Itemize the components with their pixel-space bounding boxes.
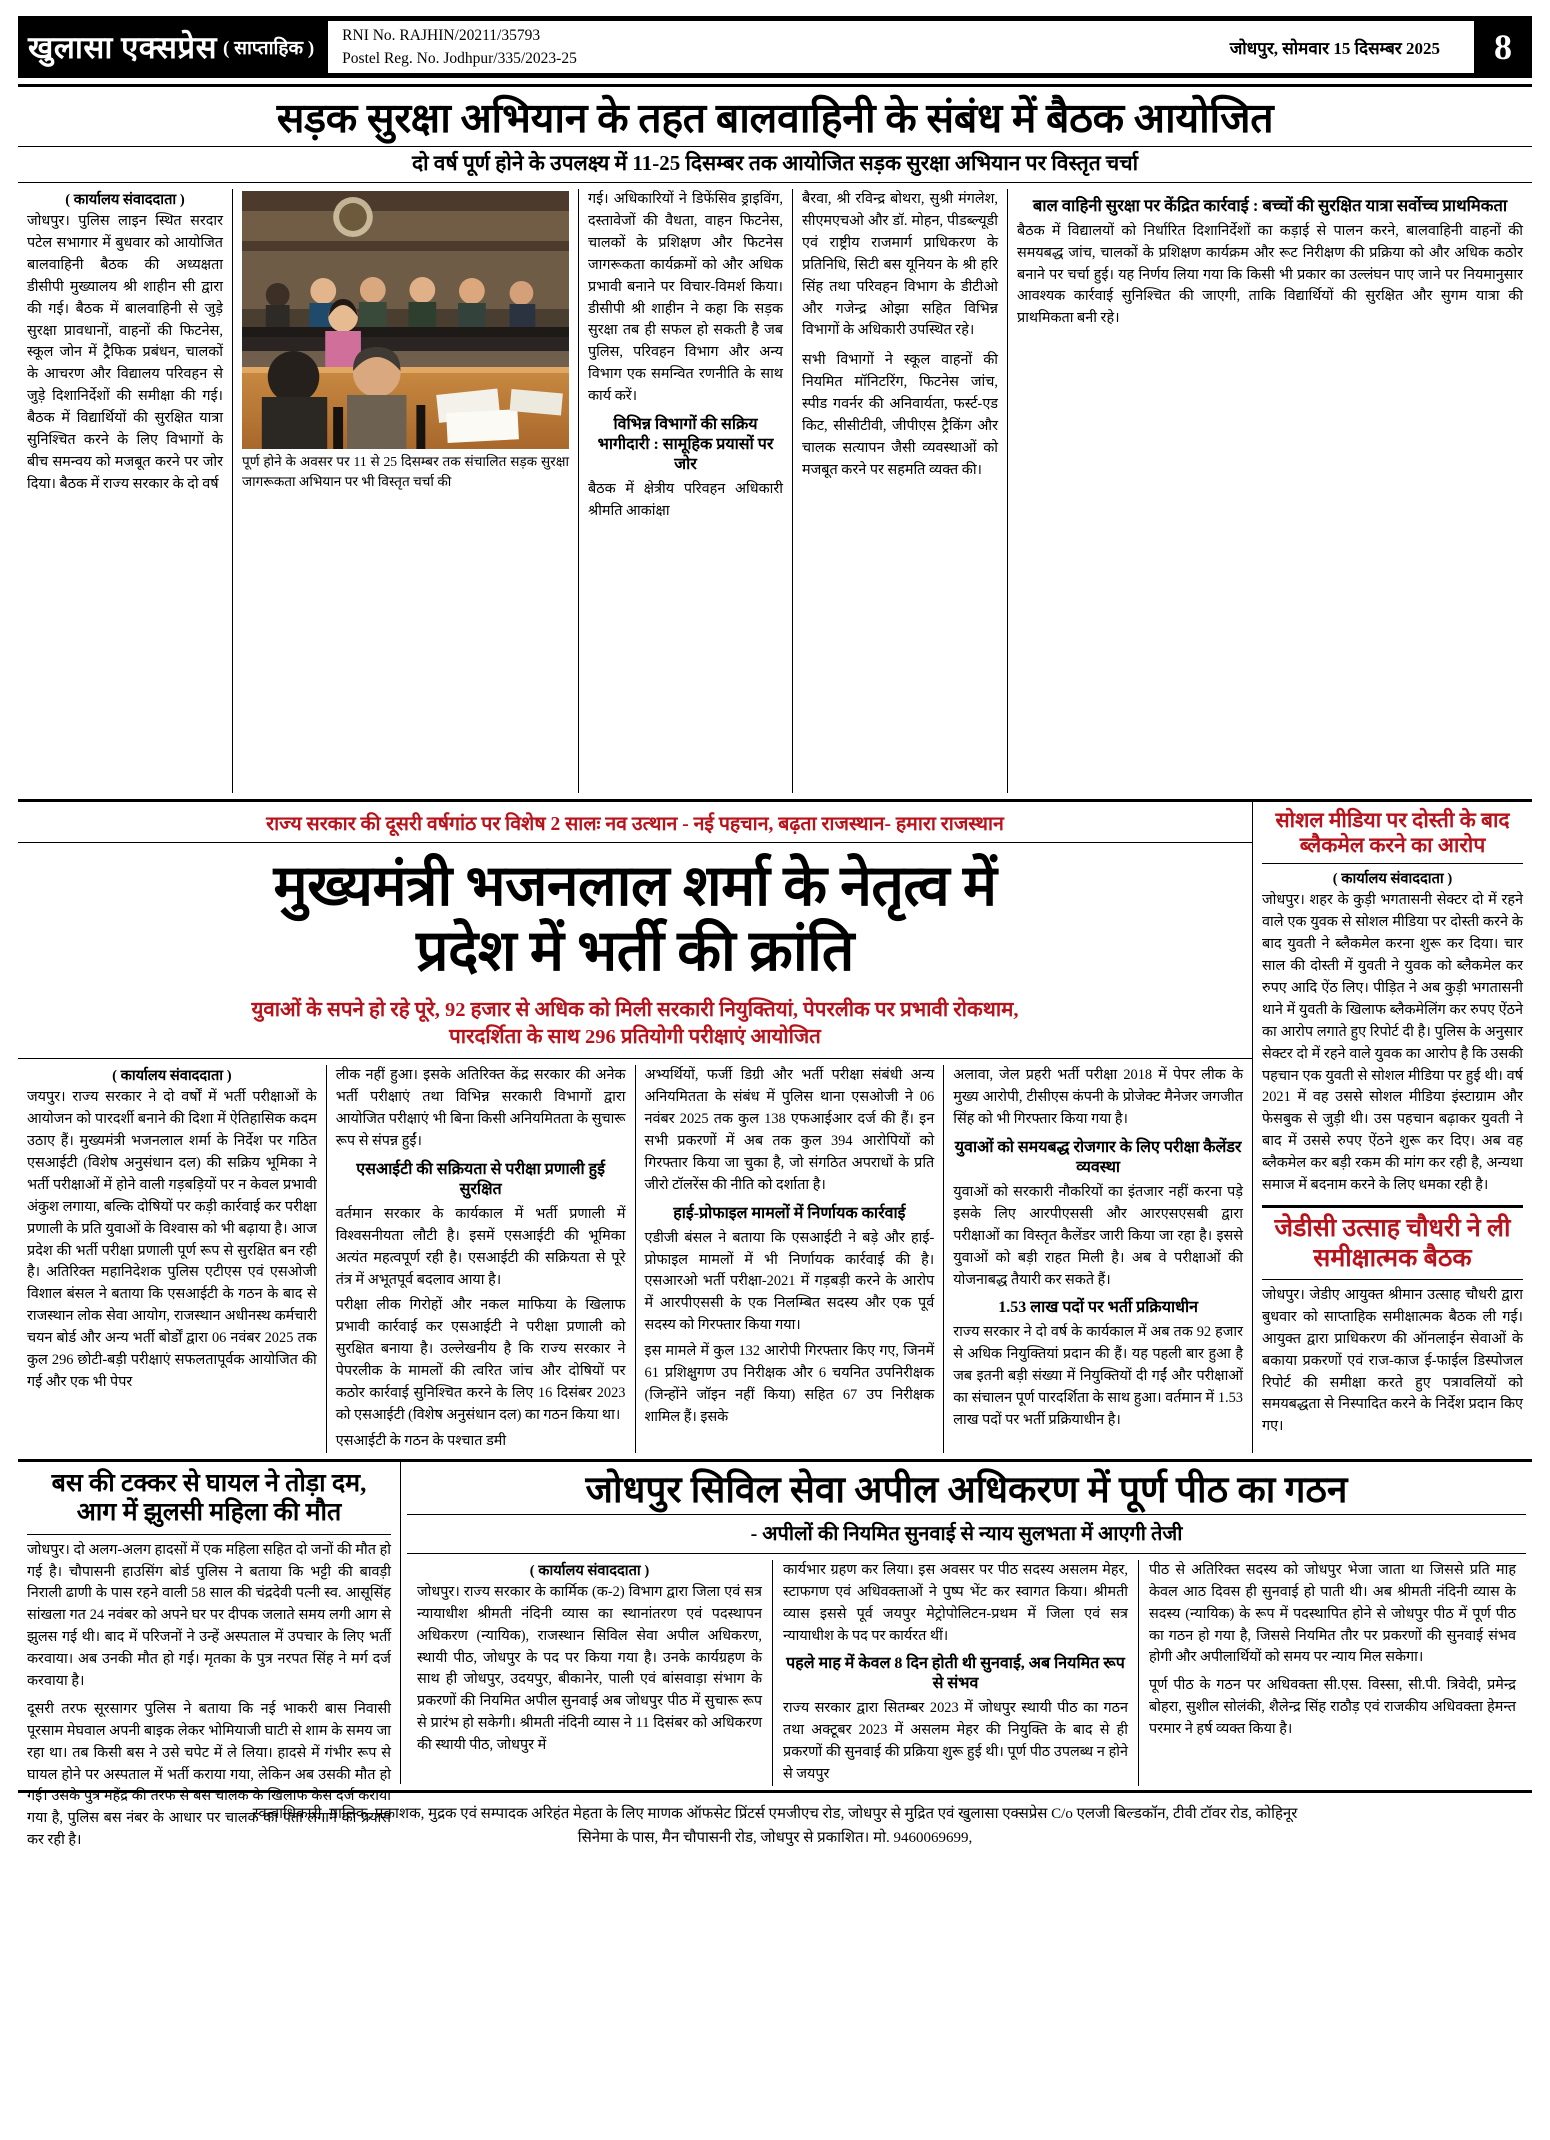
bottom-left-story [18,1462,401,1849]
cm-subheadline-line-2: पारदर्शिता के साथ 296 प्रतियोगी परीक्षाएं आयोजित [449,1025,821,1048]
rail-story-1-text: जोधपुर। शहर के कुड़ी भगतासनी सेक्टर दो में रहने वाले एक युवक से सोशल मीडिया पर दोस्ती करने के बाद युवती ने ब्लैकमेल करना शुरू कर दिया। चार साल की दोस्ती में युवती ने युवक को ब्लैकमेल कर रुपए आदि ऐंठ लिए। पीड़ित ने अब कुड़ी भगतासनी थाने में युवती के खिलाफ ब्लैकमेलिंग कर रुपए ऐंठने का आरोप लगाते हुए रिपोर्ट दी है। पुलिस के अनुसार सेक्टर दो में रहने वाले युवक का आरोप है कि उसकी पहचान एक युवती से सोशल मीडिया पर हुई थी। वर्ष 2021 में वह उससे सोशल मीडिया इंस्टाग्राम और फेसबुक से जुड़ी थी। उस पहचान बढ़ाकर युवती ने बाद में उससे रुपए ऐंठने शुरू कर दिए। अब वह ब्लैकमेल कर बड़ी रकम की मांग कर रही है, अन्यथा समाज में बदनाम करने के लिए धमका रही है। [1262,892,1523,1194]
cm-headline-line-2: प्रदेश में भर्ती की क्रांति [416,920,854,984]
bottom-mid-col1-text: जोधपुर। राज्य सरकार के कार्मिक (क-2) विभाग द्वारा जिला एवं सत्र न्यायाधीश श्रीमती नंदिनी व्यास का स्थानांतरण एवं पदस्थापन अधिकरण (न्यायिक), राजस्थान सिविल सेवा अपील अधिकरण, स्थायी पीठ, जोधपुर के पद पर किया गया है। उनके कार्यग्रहण के साथ ही जोधपुर, उदयपुर, बीकानेर, पाली एवं बांसवाड़ा संभाग के प्रकरणों की नियमित अपील सुनवाई अब जोधपुर पीठ में सुचारू रूप से प्रारंभ हो सकेगी। श्रीमती नंदिनी व्यास ने 11 दिसंबर को अधिकरण की स्थायी पीठ, जोधपुर में [417,1583,762,1754]
masthead-logo [18,16,328,78]
cm-column-2 [327,1065,636,1452]
cm-story-subheadline [18,991,1252,1058]
cm-story-main [18,802,1253,1453]
bottom-mid-columns [407,1554,1526,1786]
meeting-photo [242,191,569,449]
lead-byline: ( कार्यालय संवाददाता ) [65,192,185,209]
cm-col3-text-a: अभ्यर्थियों, फर्जी डिग्री और भर्ती परीक्षा संबंधी अन्य अनियमितता के संबंध में पुलिस थाना एसओजी ने 06 नवंबर 2025 तक कुल 138 एफआईआर दर्ज की हैं। इन सभी प्रकरणों में अब तक कुल 394 आरोपियों को गिरफ्तार किया जा चुका है, जो संगठित अपराधों के प्रति जीरो टॉलरेंस की नीति को दर्शाता है। [644,1067,935,1193]
cm-story-section [18,802,1532,1453]
cm-subheadline-line-1: युवाओं के सपने हो रहे पूरे, 92 हजार से अधिक को मिली सरकारी नियुक्तियां, पेपरलीक पर प्रभावी रोकथाम, [251,999,1019,1022]
cm-col4-subhead-2: 1.53 लाख पदों पर भर्ती प्रक्रियाधीन [998,1299,1199,1317]
bottom-mid-col2-text-b: राज्य सरकार द्वारा सितम्बर 2023 में जोधपुर स्थायी पीठ का गठन तथा अक्टूबर 2023 में असलम मेहर की नियुक्ति के बाद से ही प्रकरणों की सुनवाई की प्रक्रिया शुरू हुई थी। पूर्ण पीठ उपलब्ध न होने से जयपुर [783,1700,1128,1783]
cm-column-4 [944,1065,1252,1452]
cm-headline-line-1: मुख्यमंत्री भजनलाल शर्मा के नेतृत्व में [273,855,997,919]
bottom-left-text-1: जोधपुर। दो अलग-अलग हादसों में एक महिला सहित दो जनों की मौत हो गई है। चौपासनी हाउसिंग बोर्ड पुलिस ने बताया कि भट्टी की बावड़ी निराली ढाणी के पास रहने वाली 58 साल की चंद्रदेवी पत्नी स्व. आसूसिंह सांखला गत 24 नवंबर को अपने घर पर दीपक जलाते समय लगी आग से झुलस गई थी। बाद में परिजनों ने उन्हें अस्पताल में उपचार के लिए भर्ती करवाया। अब उनकी मौत हो गई। मृतका के पुत्र नरपत सिंह ने मर्ग दर्ज करवाया है। [27,1541,391,1690]
lead-rail-text: बैठक में विद्यालयों को निर्धारित दिशानिर्देशों का कड़ाई से पालन करने, बालवाहिनी वाहनों की समयबद्ध जांच, चालकों के प्रशिक्षण कार्यक्रम और रूट निरीक्षण की प्रक्रिया को और अधिक कठोर बनाने पर चर्चा हुई। यह निर्णय लिया गया कि किसी भी प्रकार का उल्लंघन पाए जाने पर नियमानुसार आवश्यक कार्रवाई सुनिश्चित की जाएगी, ताकि विद्यार्थियों की सुरक्षित और सुगम यात्रा की प्राथमिकता बनी रहे। [1017,222,1523,327]
bottom-mid-story [401,1462,1532,1784]
cm-story-columns [18,1059,1252,1452]
bottom-mid-col2-subhead: पहले माह में केवल 8 दिन होती थी सुनवाई, अब नियमित रूप से संभव [786,1655,1125,1693]
lead-column-2 [578,189,793,793]
lead-column-3 [793,189,1008,793]
cm-col2-text-d: एसआईटी के गठन के पश्चात डमी [335,1432,507,1449]
bottom-left-headline: बस की टक्कर से घायल ने तोड़ा दम, आग में झुलसी महिला की मौत [51,1469,367,1527]
masthead-title: खुलासा एक्सप्रेस [28,30,218,65]
lead-col1-text: जोधपुर। पुलिस लाइन स्थित सरदार पटेल सभागार में बुधवार को आयोजित बालवाहिनी बैठक की अध्यक्षता डीसीपी मुख्यालय श्री शाहीन सी द्वारा की गई। बैठक में बालवाहिनी से जुड़े सुरक्षा प्रावधानों, वाहनों की फिटनेस, स्कूल जोन में ट्रैफिक प्रबंधन, चालकों के आचरण और विद्यालय परिवहन से जुड़े दिशानिर्देशों की समीक्षा की गई। बैठक में विद्यार्थियों की सुरक्षित यात्रा सुनिश्चित करने के लिए विभागों के बीच समन्वय को मजबूत करने पर जोर दिया। बैठक में राज्य सरकार के दो वर्ष [27,213,223,492]
lead-col2-subhead: विभिन्न विभागों की सक्रिय भागीदारी : सामूहिक प्रयासों पर जोर [597,416,774,473]
bottom-mid-headline: जोधपुर सिविल सेवा अपील अधिकरण में पूर्ण पीठ का गठन [585,1469,1348,1511]
cm-col3-text-b: एडीजी बंसल ने बताया कि एसआईटी ने बड़े और हाई-प्रोफाइल मामलों में भी निर्णायक कार्रवाई की है। एसआरओ भर्ती परीक्षा-2021 में गड़बड़ी करने के आरोप में आरपीएससी के एक निलम्बित सदस्य और एक पूर्व सदस्य को गिरफ्तार किया गया। [644,1229,935,1334]
cm-col2-text-a: लीक नहीं हुआ। इसके अतिरिक्त केंद्र सरकार की अनेक भर्ती परीक्षाएं तथा विभिन्न सरकारी विभागों द्वारा आयोजित परीक्षाएं भी बिना किसी अनियमितता के सुचारू रूप से संपन्न हुईं। [335,1067,626,1149]
lead-rail [1008,189,1532,793]
cm-byline: ( कार्यालय संवाददाता ) [112,1068,232,1085]
masthead-info [328,21,1474,73]
bottom-mid-column-1 [407,1560,773,1786]
bottom-mid-byline: ( कार्यालय संवाददाता ) [529,1562,650,1579]
rail-story-1-byline: ( कार्यालय संवाददाता ) [1332,871,1453,888]
bottom-left-text-2: दूसरी तरफ सूरसागर पुलिस ने बताया कि नई भाकरी बास निवासी पूरसाम मेघवाल अपनी बाइक लेकर भोमियाजी घाटी से शाम के समय जा रहा था। तब किसी बस ने उसे चपेट में ले लिया। हादसे में गंभीर रूप से घायल होने पर अस्पताल में भर्ती कराया गया, लेकिन अब उसकी मौत हो गई। उसके पुत्र महेंद्र की तरफ से बस चालक के खिलाफ केस दर्ज कराया गया है, पुलिस बस नंबर के आधार पर चालक का पता लगाने का प्रयास कर रही है। [27,1700,391,1849]
bottom-mid-column-3 [1139,1560,1526,1786]
lead-column-1 [18,189,233,793]
lead-col3-text-b: सभी विभागों ने स्कूल वाहनों की नियमित मॉनिटरिंग, फिटनेस जांच, स्पीड गवर्नर की अनिवार्यता, फर्स्ट-एड किट, सीसीटीवी, जीपीएस ट्रैकिंग और चालक सत्यापन जैसी व्यवस्थाओं को मजबूत करने पर सहमति व्यक्त की। [802,352,998,478]
bottom-mid-col2-text-a: कार्यभार ग्रहण कर लिया। इस अवसर पर पीठ सदस्य असलम मेहर, स्टाफगण एवं अधिवक्ताओं ने पुष्प भेंट कर स्वागत किया। श्रीमती व्यास इससे पूर्व जयपुर मेट्रोपोलिटन-प्रथम में जिला एवं सत्र न्यायाधीश के पद पर कार्यरत थीं। [783,1561,1128,1644]
cm-col2-text-b: वर्तमान सरकार के कार्यकाल में भर्ती प्रणाली में विश्वसनीयता लौटी है। इसमें एसआईटी की भूमिका अत्यंत महत्वपूर्ण रही है। एसआईटी की सक्रियता से पूरे तंत्र में अभूतपूर्व बदलाव आया है। [335,1205,626,1288]
divider-rail-3 [1262,1279,1523,1280]
cm-col4-text-a: अलावा, जेल प्रहरी भर्ती परीक्षा 2018 में पेपर लीक के मुख्य आरोपी, टीसीएस कंपनी के प्रोजेक्ट मैनेजर जगजीत सिंह को भी गिरफ्तार किया गया है। [953,1067,1243,1128]
cm-col2-text-c: परीक्षा लीक गिरोहों और नकल माफिया के खिलाफ प्रभावी कार्रवाई कर एसआईटी ने परीक्षा प्रणाली को सुरक्षित बनाया है। उल्लेखनीय है कि राज्य सरकार ने पेपरलीक के मामलों की त्वरित जांच और दोषियों पर कठोर कार्रवाई सुनिश्चित करने के लिए 16 दिसंबर 2023 को एसआईटी (विशेष अनुसंधान दल) का गठन किया था। [335,1297,626,1423]
photo-wrapper [242,191,569,449]
rail-story-1-headline: सोशल मीडिया पर दोस्ती के बाद ब्लैकमेल करने का आरोप [1275,808,1510,858]
cm-story-ribbon: राज्य सरकार की दूसरी वर्षगांठ पर विशेष 2 सालः नव उत्थान - नई पहचान, बढ़ता राजस्थान- हमारा राजस्थान [18,802,1252,843]
rni-number: RNI No. RAJHIN/20211/35793 [342,26,541,44]
photo-caption: पूर्ण होने के अवसर पर 11 से 25 दिसम्बर तक संचालित सड़क सुरक्षा जागरूकता अभियान पर भी विस्तृत चर्चा की [242,454,569,489]
masthead-place-date: जोधपुर, सोमवार 15 दिसम्बर 2025 [1229,38,1440,58]
bottom-mid-subheadline: - अपीलों की नियमित सुनवाई से न्याय सुलभता में आएगी तेजी [750,1522,1183,1545]
masthead-registration [342,24,577,71]
right-rail [1253,802,1532,1453]
masthead [18,16,1532,78]
lead-col3-text-a: बैरवा, श्री रविन्द्र बोथरा, सुश्री मंगलेश, सीएमएचओ और डॉ. मोहन, पीडब्ल्यूडी एवं राष्ट्रीय राजमार्ग प्राधिकरण के प्रतिनिधि, सिटी बस यूनियन के श्री हरि सिंह तथा परिवहन विभाग के डीटीओ और गजेन्द्र ओझा सहित विभिन्न विभागों के अधिकारी उपस्थित रहे। [802,191,998,339]
footer-line-1: स्वत्वाधिकारी, मालिक, प्रकाशक, मुद्रक एवं सम्पादक अरिहंत मेहता के लिए माणक ऑफसेट प्रिंटर्स एमजीएच रोड, जोधपुर से मुद्रित एवं खुलासा एक्सप्रेस C/o एलजी बिल्डकॉन, टीवी टॉवर रोड, कोहिनूर [252,1805,1298,1822]
lead-col2-text-b: बैठक में क्षेत्रीय परिवहन अधिकारी श्रीमति आकांक्षा [588,481,783,519]
masthead-subtitle: ( साप्ताहिक ) [223,38,315,59]
cm-column-1 [18,1065,327,1452]
lead-story-section [18,183,1532,793]
cm-col4-text-c: राज्य सरकार ने दो वर्ष के कार्यकाल में अब तक 92 हजार से अधिक नियुक्तियां प्रदान की हैं। यह पहली बार हुआ है जब इतनी बड़ी संख्या में नियुक्तियों दी गईं और परीक्षाओं का संचालन पूर्ण पारदर्शिता के साथ हुआ। वर्तमान में 1.53 लाख पदों पर भर्ती प्रक्रियाधीन है। [953,1324,1243,1428]
cm-column-3 [636,1065,945,1452]
page-number: 8 [1474,16,1532,78]
cm-col4-text-b: युवाओं को सरकारी नौकरियों का इंतजार नहीं करना पड़े इसके लिए आरपीएससी और आरएसएसबी द्वारा परीक्षाओं का विस्तृत कैलेंडर जारी किया जा रहा है। इससे युवाओं को बड़ी राहत मिली है। अब वे परीक्षाओं की योजनाबद्ध तैयारी कर सकते हैं। [953,1183,1243,1288]
cm-col1-text: जयपुर। राज्य सरकार ने दो वर्षों में भर्ती परीक्षाओं के आयोजन को पारदर्शी बनाने की दिशा में ऐतिहासिक कदम उठाए हैं। मुख्यमंत्री भजनलाल शर्मा के निर्देश पर गठित एसआईटी (विशेष अनुसंधान दल) की सक्रिय भूमिका ने भर्ती परीक्षाओं में होने वाली गड़बड़ियों पर न केवल प्रभावी अंकुश लगाया, बल्कि दोषियों पर कड़ी कार्रवाई कर परीक्षा प्रणाली के प्रति युवाओं के विश्वास को भी बढ़ाया है। आज प्रदेश की भर्ती परीक्षा प्रणाली पूर्ण रूप से सुरक्षित बन रही है। अतिरिक्त महानिदेशक पुलिस एटीएस एवं एसओजी विशाल बंसल ने बताया कि एसआईटी के गठन के बाद से राजस्थान लोक सेवा आयोग, राजस्थान अधीनस्थ कर्मचारी चयन बोर्ड और अन्य भर्ती बोर्डों द्वारा 06 नवंबर 2025 तक कुल 296 छोटी-बड़ी परीक्षाएं सफलतापूर्वक आयोजित की गई और एक भी पेपर [27,1089,317,1390]
rail-story-2-text: जोधपुर। जेडीए आयुक्त श्रीमान उत्साह चौधरी द्वारा बुधवार को साप्ताहिक समीक्षात्मक बैठक ली गई। आयुक्त द्वारा प्राधिकरण की ऑनलाईन सेवाओं के बकाया प्रकरणों एवं राज-काज ई-फाईल डिस्पोजल रिपोर्ट की समीक्षा करते हुए पत्रावलियों को समयबद्धता से निस्पादित करने के निर्देश प्रदान किए गए। [1262,1286,1523,1435]
rail-story-2-headline: जेडीसी उत्साह चौधरी ने ली समीक्षात्मक बैठक [1274,1214,1511,1272]
divider-bottom-left [27,1534,391,1535]
lead-subheadline: दो वर्ष पूर्ण होने के उपलक्ष्य में 11-25 दिसम्बर तक आयोजित सड़क सुरक्षा अभियान पर विस्तृत चर्चा [411,150,1139,175]
cm-col4-subhead: युवाओं को समयबद्ध रोजगार के लिए परीक्षा कैलेंडर व्यवस्था [954,1138,1242,1176]
cm-col3-subhead: हाई-प्रोफाइल मामलों में निर्णायक कार्रवाई [673,1204,906,1222]
cm-col3-text-c: इस मामले में कुल 132 आरोपी गिरफ्तार किए गए, जिनमें 61 प्रशिक्षुगण उप निरीक्षक और 6 चयनित उपनिरीक्षक (जिन्होंने जॉइन नहीं किया) सहित 67 उप निरीक्षक शामिल हैं। इसके [644,1343,935,1425]
postal-registration: Postel Reg. No. Jodhpur/335/2023-25 [342,50,577,67]
bottom-mid-col3-text-b: पूर्ण पीठ के गठन पर अधिवक्ता सी.एस. विस्सा, सी.पी. त्रिवेदी, प्रमेन्द्र बोहरा, सुशील सोलंकी, शैलेन्द्र सिंह राठौड़ एवं राजकीय अधिवक्ता हेमन्त परमार ने हर्ष व्यक्त किया है। [1149,1677,1516,1738]
footer-line-2: सिनेमा के पास, मैन चौपासनी रोड, जोधपुर से प्रकाशित। मो. 9460069699, [577,1830,973,1847]
lead-rail-headline: बाल वाहिनी सुरक्षा पर केंद्रित कार्रवाई : बच्चों की सुरक्षित यात्रा सर्वोच्च प्राथमिकता [1032,196,1508,216]
bottom-mid-column-2 [773,1560,1139,1786]
bottom-mid-col3-text-a: पीठ से अतिरिक्त सदस्य को जोधपुर भेजा जाता था जिससे प्रति माह केवल आठ दिवस ही सुनवाई हो पाती थी। अब श्रीमती नंदिनी व्यास के सदस्य (न्यायिक) के रूप में पदस्थापित होने से जोधपुर पीठ में पूर्ण पीठ का गठन हो गया है, जिससे नियमित तौर पर प्रकरणों की सुनवाई संभव होगी और अपीलार्थियों को समय पर न्याय मिल सकेगा। [1149,1561,1516,1666]
cm-col2-subhead: एसआईटी की सक्रियता से परीक्षा प्रणाली हुई सुरक्षित [356,1160,605,1198]
lead-headline: सड़क सुरक्षा अभियान के तहत बालवाहिनी के संबंध में बैठक आयोजित [276,95,1274,141]
lead-col2-text-a: गई। अधिकारियों ने डिफेंसिव ड्राइविंग, दस्तावेजों की वैधता, वाहन फिटनेस, चालकों के प्रशिक्षण और फिटनेस जागरूकता कार्यक्रमों को और अधिक प्रभावी बनाने पर विचार-विमर्श किया। डीसीपी श्री शाहीन ने कहा कि सड़क सुरक्षा तब ही सफल हो सकती है जब पुलिस, परिवहन विभाग और अन्य विभाग एक समन्वित रणनीति के साथ कार्य करें। [588,191,783,405]
divider-rail-1 [1262,863,1523,864]
lead-photo-block [233,189,578,793]
cm-story-headline [18,843,1252,991]
